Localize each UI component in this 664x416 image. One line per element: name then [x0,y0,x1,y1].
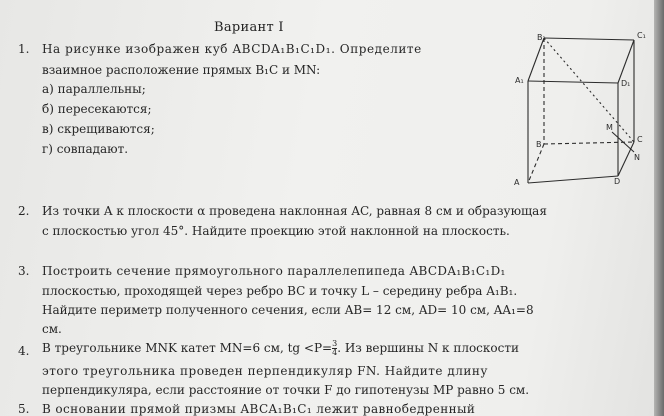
task3-line1: Построить сечение прямоугольного параллелепипеда ABCDA₁B₁C₁D₁ [42,264,506,278]
edge-b1a1 [528,38,544,81]
task5-number: 5. [18,402,30,416]
task3-line4: см. [42,322,62,336]
label-a1: A₁ [515,76,524,85]
task3-line3: Найдите периметр полученного сечения, если AB= 12 см, AD= 10 см, AA₁=8 [42,303,534,317]
label-c1: C₁ [637,31,646,40]
task5-line1: В основании прямой призмы ABCA₁B₁C₁ лежит равнобедренный [42,402,476,416]
task1-number: 1. [18,42,30,56]
label-n: N [634,153,640,162]
task4-line3: перпендикуляра, если расстояние от точки F до гипотенузы MP равно 5 см. [42,383,530,397]
fraction-numerator: 3 [332,339,338,348]
task1-option-b: б) пересекаются; [42,102,152,116]
edge-bc [544,142,634,144]
task1-option-a: а) параллельны; [42,82,146,96]
edge-ba [528,144,544,183]
edge-a1d1 [528,81,618,83]
label-d: D [614,177,621,186]
task4-line1-post: . Из вершины N к плоскости [337,341,519,355]
page-edge-shadow [654,0,664,416]
task1-option-d: г) совпадают. [42,142,129,156]
label-m: M [606,123,613,132]
task1-line2: взаимное расположение прямых B₁C и MN: [42,63,321,77]
fraction-denominator: 4 [332,348,338,357]
task1-option-c: в) скрещиваются; [42,122,155,136]
edge-ad [528,176,618,183]
label-b1: B₁ [537,33,546,42]
diagonal-b1c [544,38,634,142]
task2-number: 2. [18,204,30,218]
variant-title: Вариант I [214,20,284,35]
task4-line1-pre: В треугольнике MNK катет MN=6 см, tg <P= [42,341,333,355]
task2-line1: Из точки A к плоскости α проведена наклонная AC, равная 8 см и образующая [42,204,547,218]
task1-line1: На рисунке изображен куб ABCDA₁B₁C₁D₁. Определите [42,42,422,56]
edge-c1d1 [618,40,634,83]
label-b: B [536,140,542,149]
label-a: A [514,178,520,187]
edge-dc [618,142,634,176]
task3-number: 3. [18,264,30,278]
edge-b1c1 [544,38,634,40]
cube-figure [500,26,650,196]
task4-number: 4. [18,344,30,358]
task4-line1 [42,340,519,357]
label-c: C [637,135,643,144]
task4-line2: этого треугольника проведен перпендикуляр FN. Найдите длину [42,364,488,378]
task2-line2: с плоскостью угол 45°. Найдите проекцию этой наклонной на плоскость. [42,224,510,238]
task3-line2: плоскостью, проходящей через ребро BC и точку L – середину ребра A₁B₁. [42,284,518,298]
label-d1: D₁ [621,79,631,88]
